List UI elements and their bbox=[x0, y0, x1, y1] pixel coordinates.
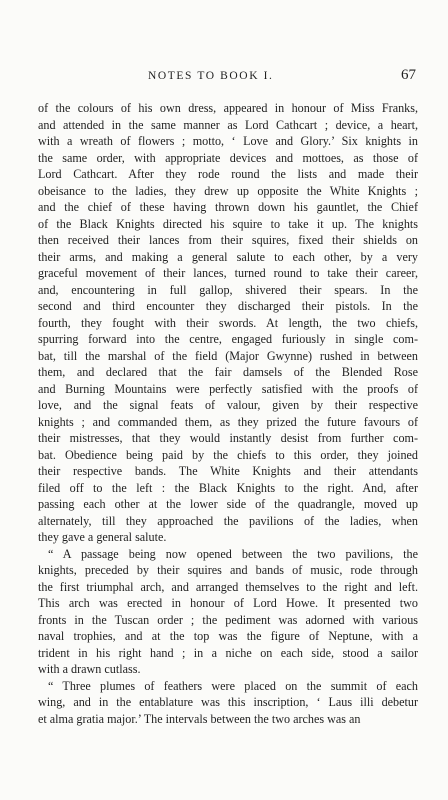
text-line: they gave a general salute. bbox=[38, 530, 167, 544]
text-line: wing, and in the entablature was this inscription, ‘ Laus illi debetur bbox=[38, 695, 418, 709]
text-line: obeisance to the ladies, they drew up opposite the White Knights ; bbox=[38, 183, 418, 198]
text-line: their respective bands. The White Knights and their attendants bbox=[38, 464, 418, 478]
text-line: second and third encounter they discharged their pistols. In the bbox=[38, 299, 418, 313]
text-line: of the Black Knights directed his squire to take it up. The knights bbox=[38, 216, 418, 231]
text-line: and attended in the same manner as Lord Cathcart ; device, a heart, bbox=[38, 117, 418, 132]
page-number: 67 bbox=[401, 67, 416, 83]
text-line: filed off to the left : the Black Knights to the right. And, after bbox=[38, 480, 418, 495]
page-header bbox=[38, 67, 418, 87]
text-line: knights, preceded by their squires and bands of music, rode through bbox=[38, 563, 418, 577]
paragraph bbox=[38, 100, 418, 546]
text-line: of the colours of his own dress, appeared in honour of Miss Franks, bbox=[38, 101, 418, 115]
text-line: et alma gratia major.’ The intervals between the two arches was an bbox=[38, 711, 361, 726]
text-line: with a drawn cutlass. bbox=[38, 662, 141, 676]
body-text bbox=[38, 100, 418, 727]
text-line: graceful movement of their lances, turned round to take their career, bbox=[38, 266, 418, 280]
text-line: their mistresses, that they would instantly desist from further com- bbox=[38, 431, 418, 445]
text-line: bat. Obedience being paid by the chiefs to this order, they joined bbox=[38, 447, 418, 462]
paragraph bbox=[38, 546, 418, 678]
text-line: trident in his right hand ; in a niche on each side, stood a sailor bbox=[38, 645, 418, 660]
text-line: spurring forward into the centre, engaged furiously in single com- bbox=[38, 332, 418, 346]
text-line: fourth, they fought with their swords. At length, the two chiefs, bbox=[38, 315, 418, 330]
text-line: the first triumphal arch, and arranged themselves to the right and left. bbox=[38, 579, 418, 594]
text-line: alternately, till they approached the pavilions of the ladies, when bbox=[38, 513, 418, 528]
text-line: fronts in the Tuscan order ; the pediment was adorned with various bbox=[38, 612, 418, 627]
text-line: This arch was erected in honour of Lord Howe. It presented two bbox=[38, 596, 418, 610]
text-line: and, encountering in full gallop, shivered their spears. In the bbox=[38, 282, 418, 297]
text-line: them, and declared that the fair damsels of the Blended Rose bbox=[38, 365, 418, 379]
text-line: the same order, with appropriate devices and mottoes, as those of bbox=[38, 150, 418, 165]
text-line: Lord Cathcart. After they rode round the lists and made their bbox=[38, 167, 418, 181]
text-line: their arms, and making a general salute to each other, by a very bbox=[38, 249, 418, 264]
text-line: “ Three plumes of feathers were placed on the summit of each bbox=[48, 678, 418, 693]
text-line: love, and the signal feats of valour, given by their respective bbox=[38, 398, 418, 412]
text-line: naval trophies, and at the top was the figure of Neptune, with a bbox=[38, 629, 418, 643]
text-line: “ A passage being now opened between the two pavilions, the bbox=[48, 546, 418, 561]
text-line: then received their lances from their squires, fixed their shields on bbox=[38, 233, 418, 247]
text-line: knights ; and commanded them, as they prized the future favours of bbox=[38, 414, 418, 429]
paragraph bbox=[38, 678, 418, 728]
running-title: NOTES TO BOOK I. bbox=[148, 70, 274, 82]
text-line: with a wreath of flowers ; motto, ‘ Love and Glory.’ Six knights in bbox=[38, 134, 418, 148]
text-line: bat, till the marshal of the field (Major Gwynne) rushed in between bbox=[38, 348, 418, 363]
text-line: and the chief of these having thrown down his gauntlet, the Chief bbox=[38, 200, 418, 214]
text-line: and Burning Mountains were perfectly satisfied with the proofs of bbox=[38, 381, 418, 396]
text-line: passing each other at the lower side of the quadrangle, moved up bbox=[38, 497, 418, 511]
